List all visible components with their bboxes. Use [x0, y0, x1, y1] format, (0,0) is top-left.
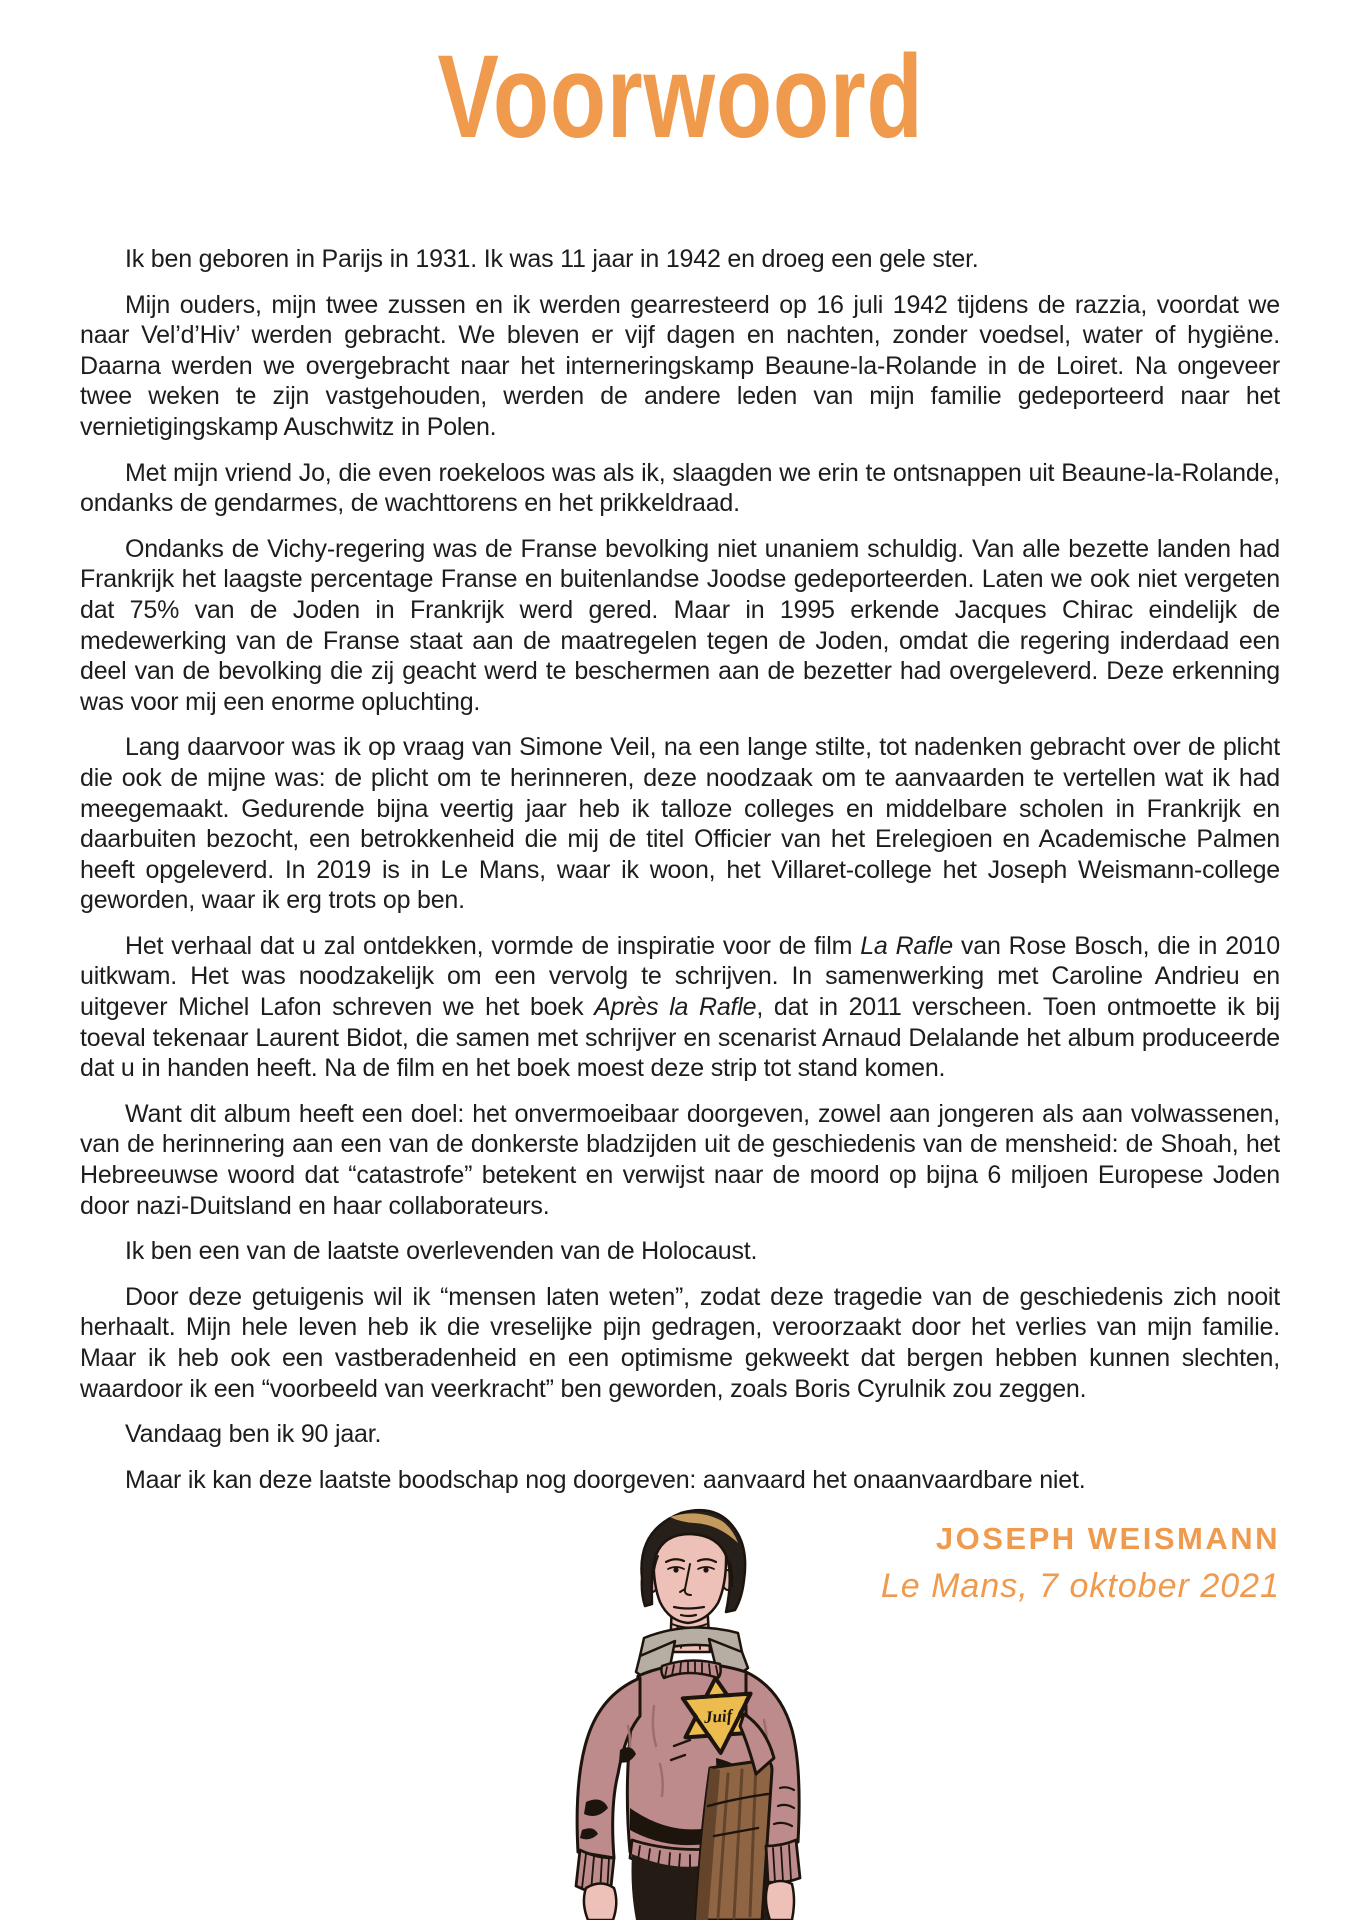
- signature-block: [881, 1522, 1280, 1605]
- text-segment: Het verhaal dat u zal ontdekken, vormde de inspiratie voor de film: [125, 931, 861, 960]
- text-segment: Vandaag ben ik 90 jaar.: [125, 1420, 382, 1449]
- foreword-paragraph: [80, 732, 1280, 916]
- text-segment: Met mijn vriend Jo, die even roekeloos was als ik, slaagden we erin te ontsnappen uit Beaune-la-Rolande, ondanks de gendarmes, de wachttorens en het prikkeldraad.: [80, 458, 1280, 518]
- text-segment: Ik ben geboren in Parijs in 1931. Ik was 11 jaar in 1942 en droeg een gele ster.: [125, 245, 979, 273]
- foreword-paragraph: [80, 931, 1280, 1084]
- text-segment: Door deze getuigenis wil ik “mensen laten weten”, zodat deze tragedie van de geschiedenis zich nooit herhaalt. Mijn hele leven heb ik die vreselijke pijn gedragen, veroorzaakt door het verlies van mijn familie. Maar ik heb ook een vastberadenheid en een optimisme gekweekt dat bergen hebben kunnen slechten, waardoor ik een “voorbeeld van veerkracht” ben geworden, zoals Boris Cyrulnik zou zeggen.: [80, 1282, 1280, 1403]
- italic-text-segment: Après la Rafle: [594, 993, 757, 1022]
- text-segment: Want dit album heeft een doel: het onvermoeibaar doorgeven, zowel aan jongeren als aan volwassenen, van de herinnering aan een van de donkerste bladzijden uit de geschiedenis van de mensheid: de Shoah, het Hebreeuwse woord dat “catastrofe” betekent en verwijst naar de moord op bijna 6 miljoen Europese Joden door nazi-Duitsland en haar collaborateurs.: [80, 1099, 1280, 1220]
- text-segment: Maar ik kan deze laatste boodschap nog doorgeven: aanvaard het onaanvaardbare niet.: [125, 1465, 1086, 1494]
- text-segment: , dat in 2011 verscheen. Toen ontmoette ik bij toeval tekenaar Laurent Bidot, die samen met schrijver en scenarist Arnaud Delalande het album produceerde dat u in handen heeft. Na de film en het boek moest deze strip tot stand komen.: [80, 993, 1280, 1083]
- foreword-paragraph: [80, 1099, 1280, 1221]
- foreword-paragraph: [80, 290, 1280, 443]
- italic-text-segment: La Rafle: [860, 931, 953, 960]
- signature-name: JOSEPH WEISMANN: [935, 1521, 1280, 1556]
- foreword-text: [80, 244, 1280, 1510]
- foreword-paragraph: [80, 1419, 1280, 1450]
- text-segment: Lang daarvoor was ik op vraag van Simone Veil, na een lange stilte, tot nadenken gebracht over de plicht die ook de mijne was: de plicht om te herinneren, deze noodzaak om te aanvaarden te vertellen wat ik had meegemaakt. Gedurende bijna veertig jaar heb ik talloze colleges en middelbare scholen in Frankrijk en daarbuiten bezocht, een betrokkenheid die mij de titel Officier van het Erelegioen en Academische Palmen heeft opgeleverd. In 2019 is in Le Mans, waar ik woon, het Villaret-college het Joseph Weismann-college geworden, waar ik erg trots op ben.: [80, 733, 1280, 915]
- text-segment: van Rose Bosch, die in 2010 uitkwam. Het was noodzakelijk om een vervolg te schrijven. In samenwerking met Caroline Andrieu en uitgever Michel Lafon schreven we het boek: [80, 931, 1281, 1022]
- hand-right: [766, 1881, 794, 1920]
- text-segment: Mijn ouders, mijn twee zussen en ik werden gearresteerd op 16 juli 1942 tijdens de razzia, voordat we naar Vel’d’Hiv’ werden gebracht. We bleven er vijf dagen en nachten, zonder voedsel, water of hygiëne. Daarna werden we overgebracht naar het interneringskamp Beaune-la-Rolande in de Loiret. Na ongeveer twee weken te zijn vastgehouden, werden de andere leden van mijn familie gedeporteerd naar het vernietigingskamp Auschwitz in Polen.: [80, 290, 1280, 441]
- foreword-paragraph: [80, 244, 1280, 275]
- foreword-paragraph: [80, 1236, 1280, 1267]
- hand-left: [584, 1884, 616, 1920]
- foreword-paragraph: [80, 534, 1280, 718]
- page-title-text: Voorwoord: [437, 31, 923, 163]
- foreword-paragraph: [80, 458, 1280, 519]
- star-label: Juif: [703, 1706, 733, 1727]
- signature-place-date: Le Mans, 7 oktober 2021: [880, 1567, 1280, 1606]
- text-segment: Ik ben een van de laatste overlevenden van de Holocaust.: [125, 1237, 758, 1266]
- foreword-paragraph: [80, 1465, 1280, 1496]
- boy-with-yellow-star-illustration: [568, 1506, 816, 1920]
- eye-left: [673, 1567, 678, 1572]
- text-segment: Ondanks de Vichy-regering was de Franse bevolking niet unaniem schuldig. Van alle bezette landen had Frankrijk het laagste percentage Franse en buitenlandse Joodse gedeporteerden. Laten we ook niet vergeten dat 75% van de Joden in Frankrijk werd gered. Maar in 1995 erkende Jacques Chirac eindelijk de medewerking van de Franse staat aan de maatregelen tegen de Joden, omdat die regering inderdaad een deel van de bevolking die zij geacht werd te beschermen aan de bezetter had overgeleverd. Deze erkenning was voor mij een enorme opluchting.: [80, 534, 1280, 716]
- foreword-paragraph: [80, 1282, 1280, 1404]
- page-title: [0, 31, 1360, 163]
- eye-right: [703, 1567, 708, 1572]
